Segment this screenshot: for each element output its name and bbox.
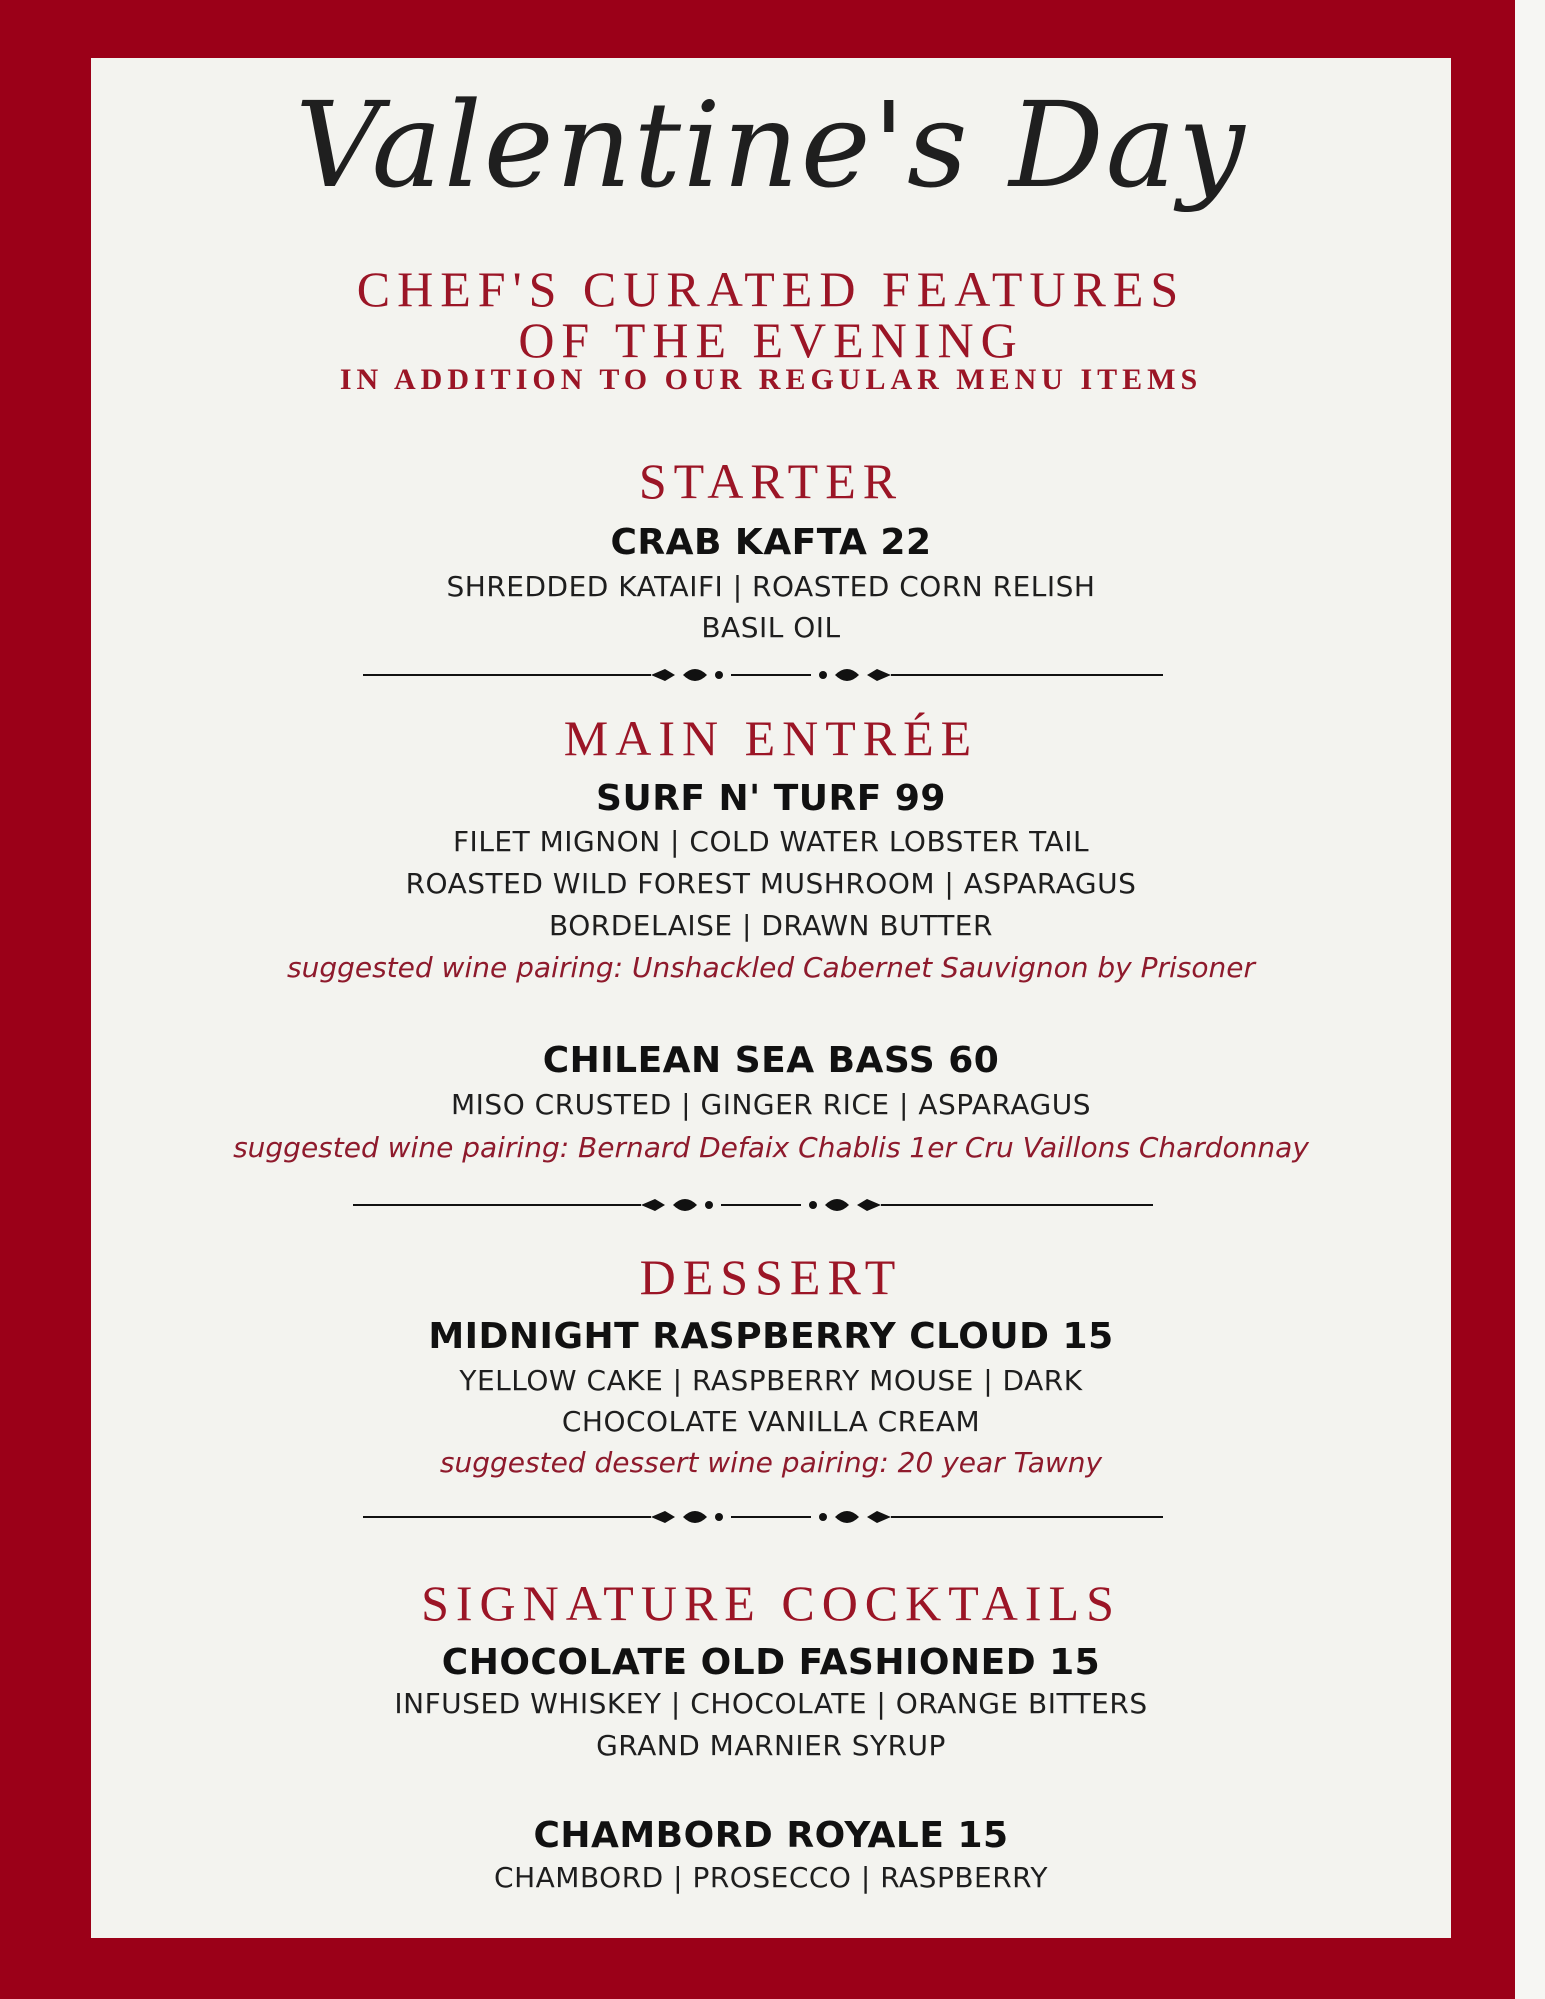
section-heading-main-entree: MAIN ENTRÉE	[563, 710, 979, 766]
dish-desc-line: MISO CRUSTED | GINGER RICE | ASPARAGUS	[451, 1088, 1091, 1121]
section-heading-dessert: DESSERT	[639, 1249, 903, 1305]
wine-pairing-note: suggested wine pairing: Bernard Defaix Chablis 1er Cru Vaillons Chardonnay	[233, 1131, 1309, 1164]
dish-desc-line: BORDELAISE | DRAWN BUTTER	[549, 909, 993, 942]
dish-name-chilean-sea-bass: CHILEAN SEA BASS 60	[542, 1040, 1000, 1081]
cocktail-desc-line: INFUSED WHISKEY | CHOCOLATE | ORANGE BITTERS	[394, 1687, 1148, 1720]
subtitle-line-1: CHEF'S CURATED FEATURES	[356, 261, 1186, 317]
wine-pairing-note: suggested wine pairing: Unshackled Cabernet Sauvignon by Prisoner	[286, 951, 1256, 984]
section-heading-starter: STARTER	[638, 453, 904, 509]
subtitle-line-2: OF THE EVENING	[518, 312, 1024, 368]
cocktail-desc-line: GRAND MARNIER SYRUP	[596, 1729, 946, 1762]
dish-desc-line: CHOCOLATE VANILLA CREAM	[561, 1405, 981, 1438]
dish-name-midnight-raspberry-cloud: MIDNIGHT RASPBERRY CLOUD 15	[428, 1316, 1114, 1357]
dish-desc-line: ROASTED WILD FOREST MUSHROOM | ASPARAGUS	[405, 867, 1137, 900]
dish-desc-line: BASIL OIL	[701, 611, 841, 644]
menu-title: Valentine's Day	[295, 76, 1247, 214]
dish-desc-line: FILET MIGNON | COLD WATER LOBSTER TAIL	[452, 825, 1090, 858]
cocktail-name-chambord-royale: CHAMBORD ROYALE 15	[533, 1815, 1009, 1856]
dish-name-surf-n-turf: SURF N' TURF 99	[596, 778, 946, 819]
ornamental-divider-icon	[91, 1195, 1451, 1215]
wine-pairing-note: suggested dessert wine pairing: 20 year Tawny	[439, 1446, 1103, 1479]
section-heading-signature-cocktails: SIGNATURE COCKTAILS	[421, 1575, 1121, 1631]
cocktail-desc-line: CHAMBORD | PROSECCO | RASPBERRY	[494, 1861, 1048, 1894]
cocktail-name-chocolate-old-fashioned: CHOCOLATE OLD FASHIONED 15	[441, 1642, 1101, 1683]
dish-desc-line: YELLOW CAKE | RASPBERRY MOUSE | DARK	[459, 1364, 1083, 1397]
dish-name-crab-kafta: CRAB KAFTA 22	[610, 522, 932, 563]
subtitle-line-3: IN ADDITION TO OUR REGULAR MENU ITEMS	[339, 363, 1203, 396]
dish-desc-line: SHREDDED KATAIFI | ROASTED CORN RELISH	[446, 570, 1096, 603]
menu-card	[91, 58, 1451, 1938]
ornamental-divider-icon	[91, 1507, 1451, 1527]
ornamental-divider-icon	[91, 665, 1451, 685]
